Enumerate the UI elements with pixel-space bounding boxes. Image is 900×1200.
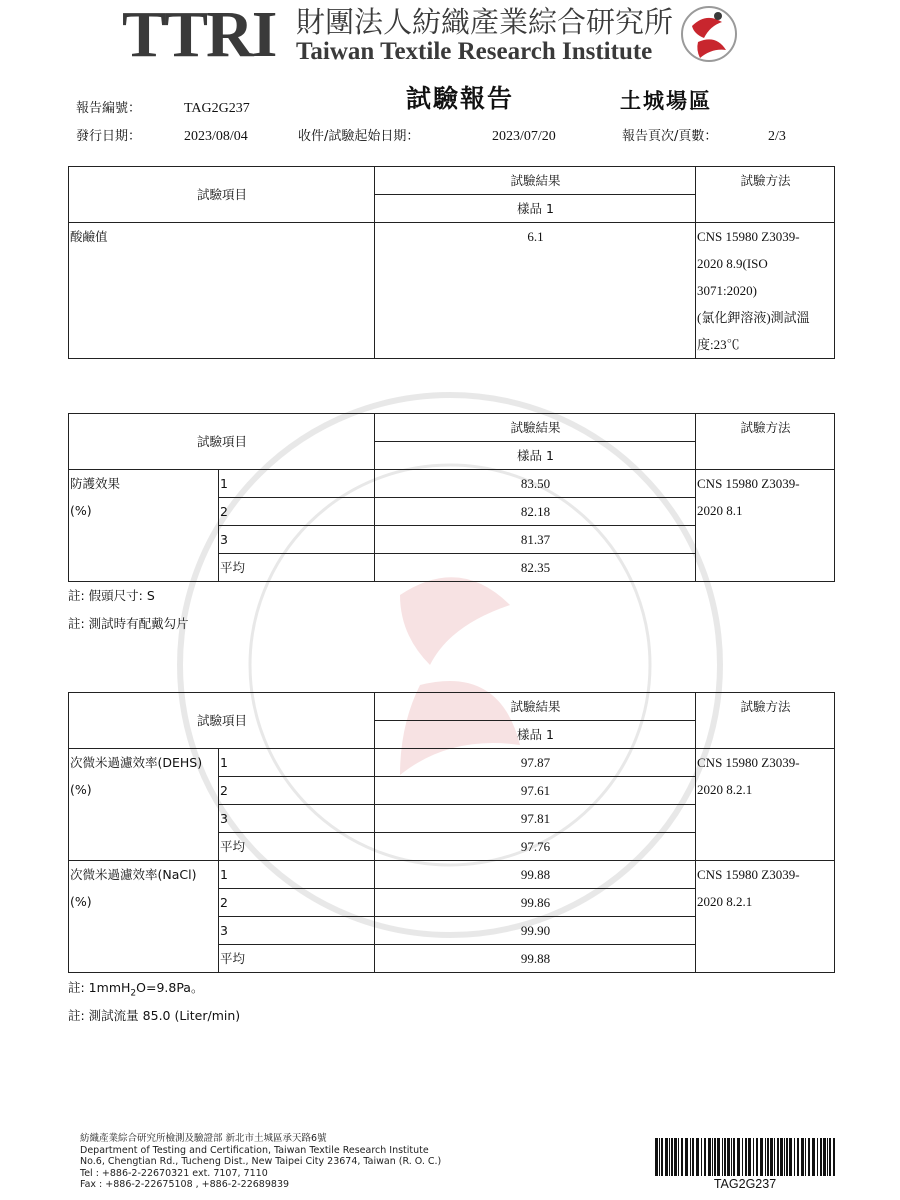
barcode-bar <box>767 1138 769 1176</box>
protection-table <box>68 413 835 582</box>
row-index: 3 <box>219 805 375 833</box>
row-value: 81.37 <box>375 526 696 554</box>
barcode-bar <box>712 1138 713 1176</box>
header-item: 試驗項目 <box>69 693 375 749</box>
row-index: 1 <box>219 749 375 777</box>
row-index: 2 <box>219 889 375 917</box>
row-index: 3 <box>219 917 375 945</box>
barcode-bar <box>742 1138 743 1176</box>
barcode-bar <box>722 1138 723 1176</box>
barcode-bar <box>717 1138 720 1176</box>
barcode-bar <box>704 1138 706 1176</box>
note-pressure-prefix: 註: 1mmH <box>68 980 131 995</box>
row-value: 99.86 <box>375 889 696 917</box>
dehs-item-text: 次微米過濾效率(DEHS) (%) <box>70 755 203 797</box>
barcode-bar <box>671 1138 673 1176</box>
header-result: 試驗結果 <box>375 693 696 721</box>
row-value: 83.50 <box>375 470 696 498</box>
receive-date: 2023/07/20 <box>492 129 556 144</box>
nacl-item <box>69 861 219 973</box>
barcode-bar <box>685 1138 688 1176</box>
barcode-bar <box>812 1138 815 1176</box>
logo-abbr: TTRI <box>122 0 276 71</box>
barcode-icon <box>655 1138 835 1176</box>
note-pressure-sub: 2 <box>130 988 137 999</box>
barcode-bar <box>714 1138 716 1176</box>
header-method: 試驗方法 <box>696 167 835 223</box>
issue-date: 2023/08/04 <box>184 129 248 144</box>
barcode-bar <box>655 1138 658 1176</box>
barcode-bar <box>756 1138 758 1176</box>
barcode-bar <box>748 1138 751 1176</box>
page-number: 2/3 <box>768 129 786 144</box>
barcode-bar <box>678 1138 679 1176</box>
barcode-bar <box>820 1138 822 1176</box>
header-method: 試驗方法 <box>696 414 835 470</box>
header-sample: 樣品 1 <box>375 195 696 223</box>
barcode-bar <box>805 1138 806 1176</box>
barcode-bar <box>786 1138 788 1176</box>
barcode-bar <box>745 1138 747 1176</box>
note-pressure <box>68 980 203 1002</box>
barcode-bar <box>737 1138 740 1176</box>
header-sample: 樣品 1 <box>375 721 696 749</box>
header-item: 試驗項目 <box>69 414 375 470</box>
barcode-bar <box>661 1138 663 1176</box>
row-value: 99.88 <box>375 945 696 973</box>
barcode-bar <box>696 1138 699 1176</box>
footer-line: 紡織產業綜合研究所檢測及驗證部 新北市土城區承天路6號 <box>80 1133 327 1144</box>
nacl-method-text: CNS 15980 Z3039- 2020 8.2.1 <box>697 867 800 909</box>
barcode-bar <box>681 1138 683 1176</box>
barcode-bar <box>833 1138 835 1176</box>
dehs-method <box>696 749 835 861</box>
org-name-zh: 財團法人紡織產業綜合研究所 <box>296 5 674 39</box>
footer-line: No.6, Chengtian Rd., Tucheng Dist., New Taipei City 23674, Taiwan (R. O. C.) <box>80 1156 442 1167</box>
barcode-bar <box>823 1138 826 1176</box>
barcode-bar <box>765 1138 766 1176</box>
barcode-bar <box>753 1138 754 1176</box>
barcode-bar <box>797 1138 799 1176</box>
footer-line: Department of Testing and Certification, Taiwan Textile Research Institute <box>80 1144 429 1156</box>
report-title: 試驗報告 <box>406 84 515 113</box>
row-value: 82.18 <box>375 498 696 526</box>
header-result: 試驗結果 <box>375 414 696 442</box>
barcode-bar <box>724 1138 726 1176</box>
nacl-item-text: 次微米過濾效率(NaCl) (%) <box>70 867 197 909</box>
note-pressure-suffix: O=9.8Pa。 <box>136 980 204 995</box>
header-item: 試驗項目 <box>69 167 375 223</box>
row-index: 平均 <box>219 833 375 861</box>
barcode-bar <box>780 1138 783 1176</box>
footer-line: Fax : +886-2-22675108 , +886-2-22689839 <box>80 1179 290 1190</box>
note-hook: 註: 測試時有配戴勾片 <box>68 616 189 631</box>
row-index: 1 <box>219 470 375 498</box>
barcode-bar <box>774 1138 775 1176</box>
barcode-bar <box>731 1138 732 1176</box>
ph-table <box>68 166 835 359</box>
footer-line: Tel : +886-2-22670321 ext. 7107, 7110 <box>80 1167 268 1179</box>
barcode-bar <box>727 1138 730 1176</box>
row-value: 82.35 <box>375 554 696 582</box>
barcode-bar <box>733 1138 735 1176</box>
row-index: 平均 <box>219 554 375 582</box>
barcode-bar <box>659 1138 660 1176</box>
barcode-bar <box>708 1138 711 1176</box>
row-index: 3 <box>219 526 375 554</box>
receive-date-label: 收件/試驗起始日期： <box>298 129 420 144</box>
header-method: 試驗方法 <box>696 693 835 749</box>
barcode-bar <box>789 1138 792 1176</box>
ph-method <box>696 223 835 359</box>
ph-value: 6.1 <box>375 223 696 359</box>
org-name-en: Taiwan Textile Research Institute <box>296 38 653 65</box>
site-title: 土城場區 <box>620 89 712 113</box>
barcode-bar <box>665 1138 668 1176</box>
header-sample: 樣品 1 <box>375 442 696 470</box>
row-value: 97.76 <box>375 833 696 861</box>
barcode-bar <box>760 1138 763 1176</box>
barcode-bar <box>777 1138 779 1176</box>
footer-address <box>80 1133 441 1191</box>
barcode-bar <box>808 1138 810 1176</box>
barcode-bar <box>817 1138 818 1176</box>
nacl-method <box>696 861 835 973</box>
dehs-item <box>69 749 219 861</box>
barcode-bar <box>784 1138 785 1176</box>
barcode-bar <box>701 1138 702 1176</box>
barcode-bar <box>690 1138 691 1176</box>
row-index: 2 <box>219 777 375 805</box>
row-value: 97.81 <box>375 805 696 833</box>
protection-method-text: CNS 15980 Z3039- 2020 8.1 <box>697 476 800 518</box>
protection-item <box>69 470 219 582</box>
barcode-text: TAG2G237 <box>713 1177 777 1191</box>
barcode-bar <box>801 1138 804 1176</box>
note-head-size: 註: 假頭尺寸: S <box>68 588 155 603</box>
row-index: 2 <box>219 498 375 526</box>
dehs-method-text: CNS 15980 Z3039- 2020 8.2.1 <box>697 755 800 797</box>
row-value: 99.88 <box>375 861 696 889</box>
row-value: 99.90 <box>375 917 696 945</box>
barcode-bar <box>829 1138 831 1176</box>
ph-method-text: CNS 15980 Z3039- 2020 8.9(ISO 3071:2020) (氯化鉀溶液)測試溫 度:23℃ <box>697 229 810 352</box>
note-flow: 註: 測試流量 85.0 (Liter/min) <box>68 1008 241 1023</box>
barcode-bar <box>674 1138 677 1176</box>
page-label: 報告頁次/頁數： <box>622 129 718 144</box>
barcode-bar <box>827 1138 828 1176</box>
filtration-table <box>68 692 835 973</box>
row-value: 97.87 <box>375 749 696 777</box>
header-result: 試驗結果 <box>375 167 696 195</box>
protection-item-text: 防護效果 (%) <box>70 476 121 518</box>
report-number: TAG2G237 <box>184 101 250 116</box>
report-number-label: 報告編號： <box>76 101 142 116</box>
protection-method <box>696 470 835 582</box>
barcode-bar <box>770 1138 773 1176</box>
barcode-bar <box>794 1138 795 1176</box>
barcode-bar <box>669 1138 670 1176</box>
row-index: 1 <box>219 861 375 889</box>
row-value: 97.61 <box>375 777 696 805</box>
barcode-bar <box>692 1138 694 1176</box>
institute-logo-icon <box>678 4 740 64</box>
issue-date-label: 發行日期： <box>76 129 142 144</box>
ph-item: 酸鹼值 <box>69 223 375 359</box>
row-index: 平均 <box>219 945 375 973</box>
